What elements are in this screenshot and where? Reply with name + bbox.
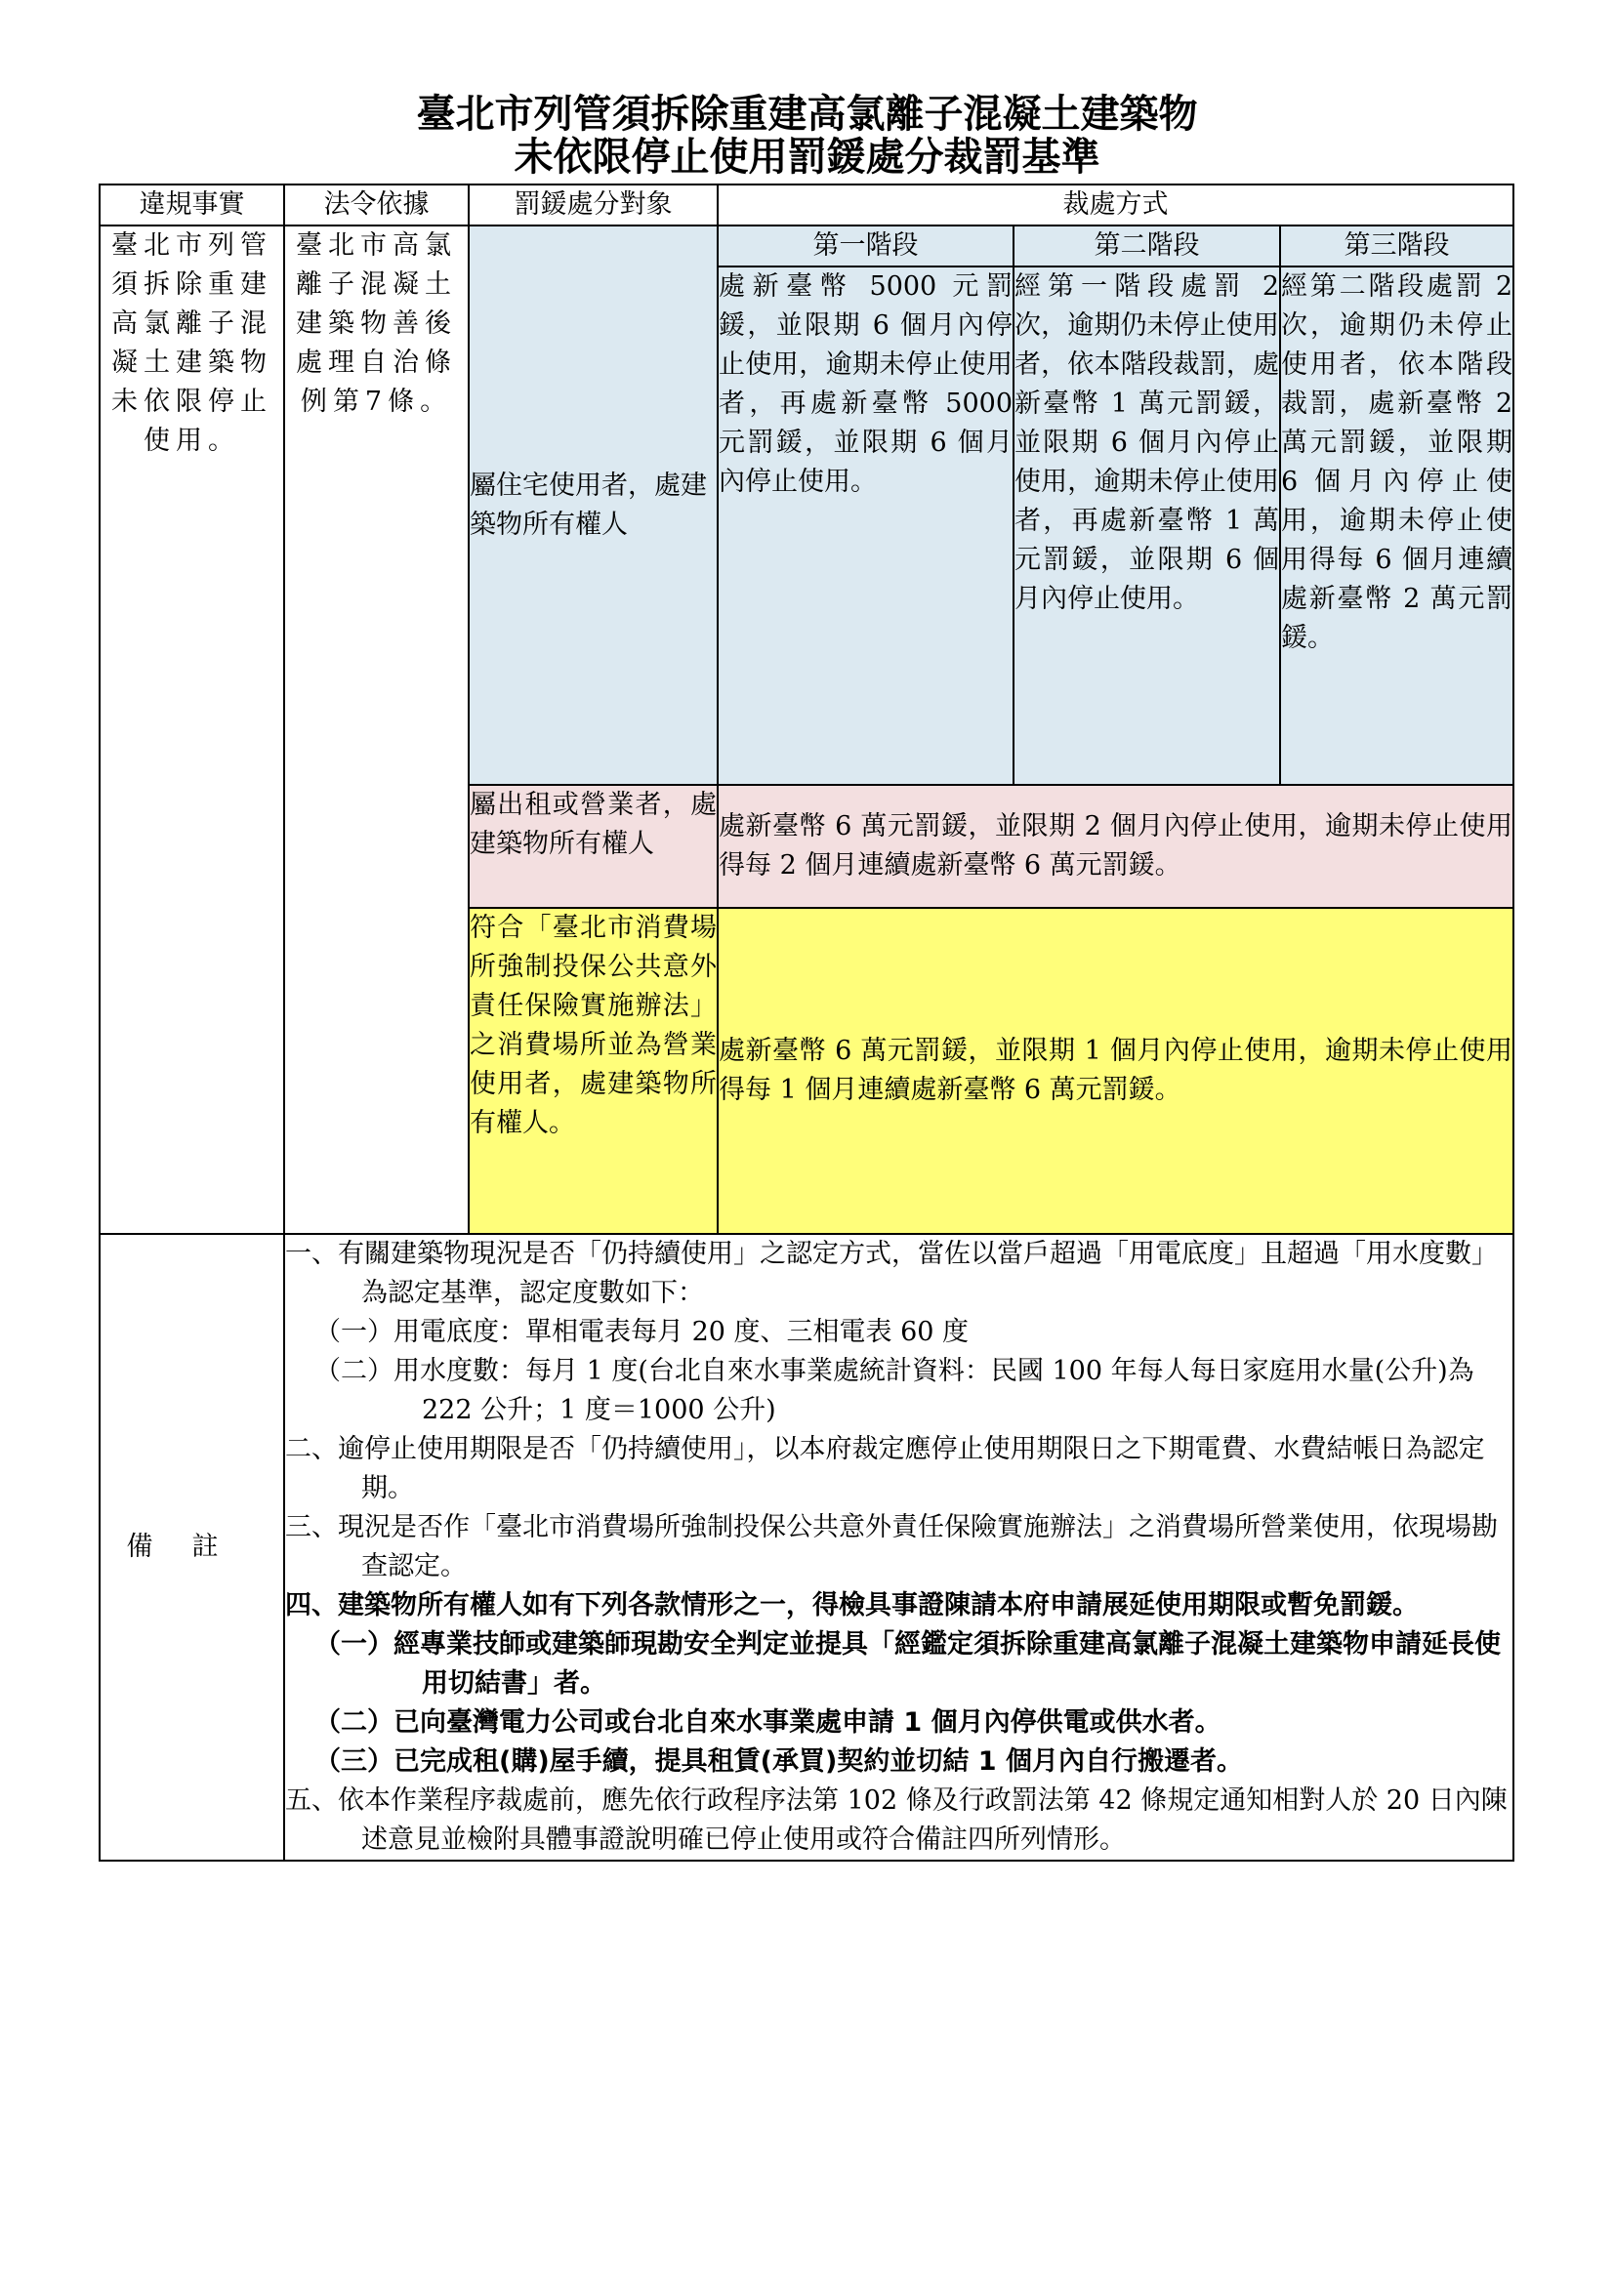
remarks-row [100, 1234, 1513, 1861]
remark-item-1-sub-1: （一）用電底度：單相電表每月 20 度、三相電表 60 度 [314, 1317, 970, 1347]
remark-item-1: 一、有關建築物現況是否「仍持續使用」之認定方式，當佐以當戶超過「用電底度」且超過「用水度數」為認定基準，認定度數如下： [285, 1239, 1498, 1308]
remarks-label: 備註 [100, 1234, 284, 1861]
document-title-line1: 臺北市列管須拆除重建高氯離子混凝土建築物 [416, 92, 1198, 137]
header-target: 罰鍰處分對象 [469, 184, 718, 226]
remark-item-3: 三、現況是否作「臺北市消費場所強制投保公共意外責任保險實施辦法」之消費場所營業使用，依現場勘查認定。 [285, 1512, 1498, 1581]
header-row [100, 184, 1513, 226]
stage-row [100, 226, 1513, 266]
violation-fact: 臺北市列管須拆除重建高氯離子混凝土建築物未依限停止使用。 [100, 226, 284, 1234]
residential-stage-1: 處新臺幣 5000 元罰鍰，並限期 6 個月內停止使用，逾期未停止使用者，再處新臺幣 5000 元罰鍰，並限期 6 個月內停止使用。 [718, 266, 1014, 785]
stage-1-label: 第一階段 [718, 226, 1014, 266]
header-fact: 違規事實 [100, 184, 284, 226]
stage-3-label: 第三階段 [1280, 226, 1513, 266]
remark-item-2: 二、逾停止使用期限是否「仍持續使用」，以本府裁定應停止使用期限日之下期電費、水費結帳日為認定期。 [285, 1434, 1485, 1503]
penalty-table [99, 184, 1514, 1862]
residential-stage-2: 經第一階段處罰 2 次，逾期仍未停止使用者，依本階段裁罰，處新臺幣 1 萬元罰鍰，並限期 6 個月內停止使用，逾期未停止使用者，再處新臺幣 1 萬元罰鍰，並限期 6 個月內停止使用。 [1014, 266, 1280, 785]
remark-item-4-sub-2: （二）已向臺灣電力公司或台北自來水事業處申請 1 個月內停供電或供水者。 [314, 1707, 1221, 1738]
legal-basis: 臺北市高氯離子混凝土建築物善後處理自治條例第7條。 [284, 226, 469, 1234]
consumer-penalty: 處新臺幣 6 萬元罰鍰，並限期 1 個月內停止使用，逾期未停止使用得每 1 個月連續處新臺幣 6 萬元罰鍰。 [718, 908, 1513, 1234]
remarks-content [284, 1234, 1513, 1861]
target-consumer: 符合「臺北市消費場所強制投保公共意外責任保險實施辦法」之消費場所並為營業使用者，處建築物所有權人。 [469, 908, 718, 1234]
header-law: 法令依據 [284, 184, 469, 226]
remark-item-5: 五、依本作業程序裁處前，應先依行政程序法第 102 條及行政罰法第 42 條規定通知相對人於 20 日內陳述意見並檢附具體事證說明確已停止使用或符合備註四所列情形。 [285, 1785, 1508, 1855]
target-rental: 屬出租或營業者，處建築物所有權人 [469, 785, 718, 908]
remark-item-4-sub-1: （一）經專業技師或建築師現勘安全判定並提具「經鑑定須拆除重建高氯離子混凝土建築物申請延長使用切結書」者。 [314, 1629, 1501, 1699]
rental-penalty: 處新臺幣 6 萬元罰鍰，並限期 2 個月內停止使用，逾期未停止使用得每 2 個月連續處新臺幣 6 萬元罰鍰。 [718, 785, 1513, 908]
remark-item-1-sub-2: （二）用水度數：每月 1 度(台北自來水事業處統計資料：民國 100 年每人每日家庭用水量(公升)為 222 公升；1 度＝1000 公升) [314, 1356, 1474, 1425]
document-title-line2: 未依限停止使用罰鍰處分裁罰基準 [514, 135, 1100, 180]
remark-item-4-sub-3: （三）已完成租(購)屋手續，提具租賃(承買)契約並切結 1 個月內自行搬遷者。 [314, 1746, 1243, 1777]
header-method: 裁處方式 [718, 184, 1513, 226]
residential-stage-3: 經第二階段處罰 2 次，逾期仍未停止使用者，依本階段裁罰，處新臺幣 2 萬元罰鍰，並限期 6 個月內停止使用，逾期未停止使用得每 6 個月連續處新臺幣 2 萬元罰鍰。 [1280, 266, 1513, 785]
target-residential: 屬住宅使用者，處建築物所有權人 [469, 226, 718, 785]
remark-item-4: 四、建築物所有權人如有下列各款情形之一，得檢具事證陳請本府申請展延使用期限或暫免罰鍰。 [285, 1590, 1419, 1620]
stage-2-label: 第二階段 [1014, 226, 1280, 266]
